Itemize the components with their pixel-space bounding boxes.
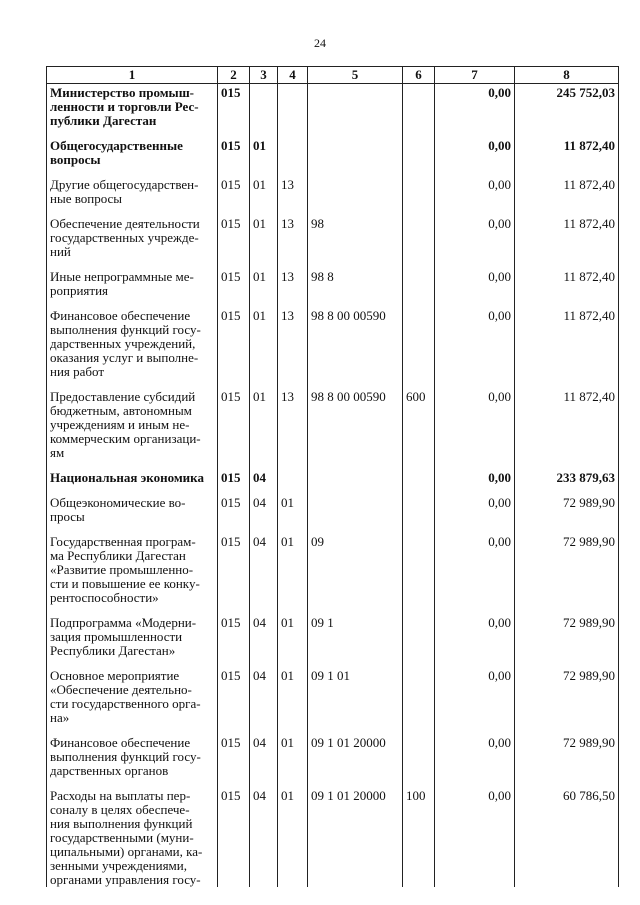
- cell-c3: 04: [250, 787, 278, 887]
- cell-name-line: просы: [50, 509, 85, 524]
- column-header: 5: [308, 67, 403, 84]
- cell-c3: 04: [250, 469, 278, 494]
- cell-c4: 01: [278, 614, 308, 667]
- cell-c3: 04: [250, 533, 278, 614]
- column-header: 7: [435, 67, 515, 84]
- cell-c4: 01: [278, 734, 308, 787]
- cell-c4: 13: [278, 176, 308, 215]
- cell-name-line: роприятия: [50, 283, 109, 298]
- cell-c3: 01: [250, 137, 278, 176]
- cell-c4: 13: [278, 388, 308, 469]
- cell-c3: 04: [250, 614, 278, 667]
- cell-c2: 015: [218, 787, 250, 887]
- cell-c3: 04: [250, 494, 278, 533]
- cell-name-line: ципальными) органами, ка-: [50, 844, 203, 859]
- cell-name-line: Финансовое обеспечение: [50, 308, 191, 323]
- cell-c7: 0,00: [435, 307, 515, 388]
- cell-c2: 015: [218, 469, 250, 494]
- cell-name-line: органами управления госу-: [50, 872, 201, 887]
- cell-c5: 98 8 00 00590: [308, 307, 403, 388]
- cell-c8: 72 989,90: [515, 734, 619, 787]
- cell-c7: 0,00: [435, 268, 515, 307]
- cell-c5: [308, 469, 403, 494]
- cell-c4: [278, 137, 308, 176]
- cell-name-line: выполнения функций госу-: [50, 322, 201, 337]
- cell-c7: 0,00: [435, 176, 515, 215]
- cell-c8: 72 989,90: [515, 533, 619, 614]
- cell-c5: 98 8: [308, 268, 403, 307]
- table-row: [47, 734, 619, 787]
- cell-c4: [278, 469, 308, 494]
- cell-name: [47, 176, 218, 215]
- cell-c6: [403, 667, 435, 734]
- cell-c8: 72 989,90: [515, 494, 619, 533]
- table-row: [47, 137, 619, 176]
- column-header: 2: [218, 67, 250, 84]
- cell-c7: 0,00: [435, 533, 515, 614]
- table-row: [47, 494, 619, 533]
- cell-name: [47, 215, 218, 268]
- cell-c3: 01: [250, 215, 278, 268]
- table-body: [47, 84, 619, 888]
- cell-c2: 015: [218, 614, 250, 667]
- column-header: 8: [515, 67, 619, 84]
- cell-c2: 015: [218, 533, 250, 614]
- table-row: [47, 176, 619, 215]
- cell-c6: 600: [403, 388, 435, 469]
- cell-c6: [403, 84, 435, 138]
- cell-name-line: Подпрограмма «Модерни-: [50, 615, 197, 630]
- cell-name: [47, 734, 218, 787]
- cell-c5: [308, 84, 403, 138]
- cell-c6: [403, 533, 435, 614]
- cell-c5: 09 1 01 20000: [308, 734, 403, 787]
- cell-c2: 015: [218, 268, 250, 307]
- table-row: [47, 84, 619, 138]
- cell-name: [47, 533, 218, 614]
- cell-c4: 01: [278, 494, 308, 533]
- cell-c5: 09 1 01 20000: [308, 787, 403, 887]
- cell-c6: [403, 176, 435, 215]
- cell-name-line: зенными учреждениями,: [50, 858, 187, 873]
- budget-table: [46, 66, 619, 887]
- table-header-row: [47, 67, 619, 84]
- cell-name: [47, 307, 218, 388]
- cell-name-line: рентоспособности»: [50, 590, 159, 605]
- cell-c2: 015: [218, 215, 250, 268]
- cell-c6: [403, 268, 435, 307]
- cell-c8: 233 879,63: [515, 469, 619, 494]
- table-row: [47, 787, 619, 887]
- cell-name-line: «Развитие промышленно-: [50, 562, 194, 577]
- cell-name-line: Основное мероприятие: [50, 668, 180, 683]
- column-header: 1: [47, 67, 218, 84]
- cell-name-line: ям: [50, 445, 65, 460]
- cell-c4: 01: [278, 667, 308, 734]
- column-header: 6: [403, 67, 435, 84]
- cell-c4: 01: [278, 787, 308, 887]
- cell-name: [47, 388, 218, 469]
- cell-c6: 100: [403, 787, 435, 887]
- page-number: 24: [314, 36, 326, 50]
- cell-c2: 015: [218, 84, 250, 138]
- cell-c5: [308, 137, 403, 176]
- cell-c3: 01: [250, 176, 278, 215]
- cell-name-line: дарственных учреждений,: [50, 336, 196, 351]
- table-row: [47, 667, 619, 734]
- table-row: [47, 533, 619, 614]
- cell-c8: 245 752,03: [515, 84, 619, 138]
- cell-c4: 13: [278, 307, 308, 388]
- cell-name-line: зация промышленности: [50, 629, 183, 644]
- cell-name-line: ные вопросы: [50, 191, 123, 206]
- cell-name-line: публики Дагестан: [50, 113, 157, 128]
- cell-name-line: сти государственного орга-: [50, 696, 201, 711]
- cell-c3: 01: [250, 268, 278, 307]
- cell-name-line: Общегосударственные: [50, 138, 183, 153]
- cell-c2: 015: [218, 667, 250, 734]
- cell-name: [47, 494, 218, 533]
- table-row: [47, 388, 619, 469]
- cell-c8: 11 872,40: [515, 307, 619, 388]
- cell-c2: 015: [218, 734, 250, 787]
- cell-c4: 13: [278, 268, 308, 307]
- cell-name-line: Иные непрограммные ме-: [50, 269, 194, 284]
- cell-name: [47, 137, 218, 176]
- cell-c8: 72 989,90: [515, 667, 619, 734]
- column-header: 4: [278, 67, 308, 84]
- cell-c7: 0,00: [435, 787, 515, 887]
- cell-c2: 015: [218, 307, 250, 388]
- cell-c5: 09 1 01: [308, 667, 403, 734]
- cell-name-line: Министерство промыш-: [50, 85, 195, 100]
- cell-c5: 98: [308, 215, 403, 268]
- cell-c7: 0,00: [435, 215, 515, 268]
- cell-name-line: Расходы на выплаты пер-: [50, 788, 191, 803]
- cell-c7: 0,00: [435, 494, 515, 533]
- table-row: [47, 614, 619, 667]
- cell-name-line: оказания услуг и выполне-: [50, 350, 199, 365]
- cell-name-line: коммерческим организаци-: [50, 431, 201, 446]
- cell-name-line: Предоставление субсидий: [50, 389, 196, 404]
- cell-name: [47, 268, 218, 307]
- cell-c2: 015: [218, 176, 250, 215]
- cell-name-line: ма Республики Дагестан: [50, 548, 186, 563]
- cell-name-line: ленности и торговли Рес-: [50, 99, 199, 114]
- cell-c8: 11 872,40: [515, 176, 619, 215]
- cell-name-line: государственными (муни-: [50, 830, 194, 845]
- cell-c4: [278, 84, 308, 138]
- cell-c8: 11 872,40: [515, 388, 619, 469]
- cell-c6: [403, 307, 435, 388]
- cell-c4: 01: [278, 533, 308, 614]
- cell-c3: 01: [250, 388, 278, 469]
- table-row: [47, 268, 619, 307]
- cell-name-line: ний: [50, 244, 71, 259]
- cell-c5: 98 8 00 00590: [308, 388, 403, 469]
- cell-name-line: «Обеспечение деятельно-: [50, 682, 192, 697]
- cell-c3: [250, 84, 278, 138]
- cell-c6: [403, 614, 435, 667]
- cell-name: [47, 787, 218, 887]
- cell-name: [47, 614, 218, 667]
- cell-name-line: Республики Дагестан»: [50, 643, 176, 658]
- cell-name: [47, 667, 218, 734]
- cell-name-line: ния выполнения функций: [50, 816, 193, 831]
- cell-c3: 04: [250, 734, 278, 787]
- cell-name-line: Государственная програм-: [50, 534, 196, 549]
- cell-c3: 01: [250, 307, 278, 388]
- cell-c8: 72 989,90: [515, 614, 619, 667]
- cell-c7: 0,00: [435, 667, 515, 734]
- cell-c5: [308, 494, 403, 533]
- cell-c2: 015: [218, 494, 250, 533]
- cell-name-line: вопросы: [50, 152, 101, 167]
- cell-c6: [403, 469, 435, 494]
- cell-c6: [403, 494, 435, 533]
- cell-c7: 0,00: [435, 734, 515, 787]
- cell-c3: 04: [250, 667, 278, 734]
- cell-c4: 13: [278, 215, 308, 268]
- table-row: [47, 469, 619, 494]
- cell-c6: [403, 215, 435, 268]
- cell-name: [47, 84, 218, 138]
- cell-name-line: Финансовое обеспечение: [50, 735, 191, 750]
- cell-name-line: Национальная экономика: [50, 470, 204, 485]
- cell-name-line: Другие общегосударствен-: [50, 177, 199, 192]
- cell-name-line: выполнения функций госу-: [50, 749, 201, 764]
- cell-c7: 0,00: [435, 469, 515, 494]
- cell-name: [47, 469, 218, 494]
- column-header: 3: [250, 67, 278, 84]
- cell-name-line: на»: [50, 710, 70, 725]
- cell-c2: 015: [218, 137, 250, 176]
- cell-name-line: дарственных органов: [50, 763, 169, 778]
- cell-c7: 0,00: [435, 84, 515, 138]
- cell-c6: [403, 734, 435, 787]
- cell-name-line: бюджетным, автономным: [50, 403, 192, 418]
- cell-c7: 0,00: [435, 137, 515, 176]
- cell-c8: 11 872,40: [515, 137, 619, 176]
- cell-c5: [308, 176, 403, 215]
- cell-c7: 0,00: [435, 388, 515, 469]
- cell-name-line: Общеэкономические во-: [50, 495, 186, 510]
- cell-c7: 0,00: [435, 614, 515, 667]
- cell-c8: 11 872,40: [515, 268, 619, 307]
- cell-name-line: ния работ: [50, 364, 105, 379]
- cell-name-line: государственных учрежде-: [50, 230, 199, 245]
- table-row: [47, 307, 619, 388]
- cell-c6: [403, 137, 435, 176]
- cell-c8: 11 872,40: [515, 215, 619, 268]
- cell-name-line: Обеспечение деятельности: [50, 216, 200, 231]
- cell-c5: 09 1: [308, 614, 403, 667]
- cell-c2: 015: [218, 388, 250, 469]
- cell-name-line: сти и повышение ее конку-: [50, 576, 200, 591]
- cell-c5: 09: [308, 533, 403, 614]
- cell-c8: 60 786,50: [515, 787, 619, 887]
- table-row: [47, 215, 619, 268]
- cell-name-line: соналу в целях обеспече-: [50, 802, 190, 817]
- cell-name-line: учреждениям и иным не-: [50, 417, 190, 432]
